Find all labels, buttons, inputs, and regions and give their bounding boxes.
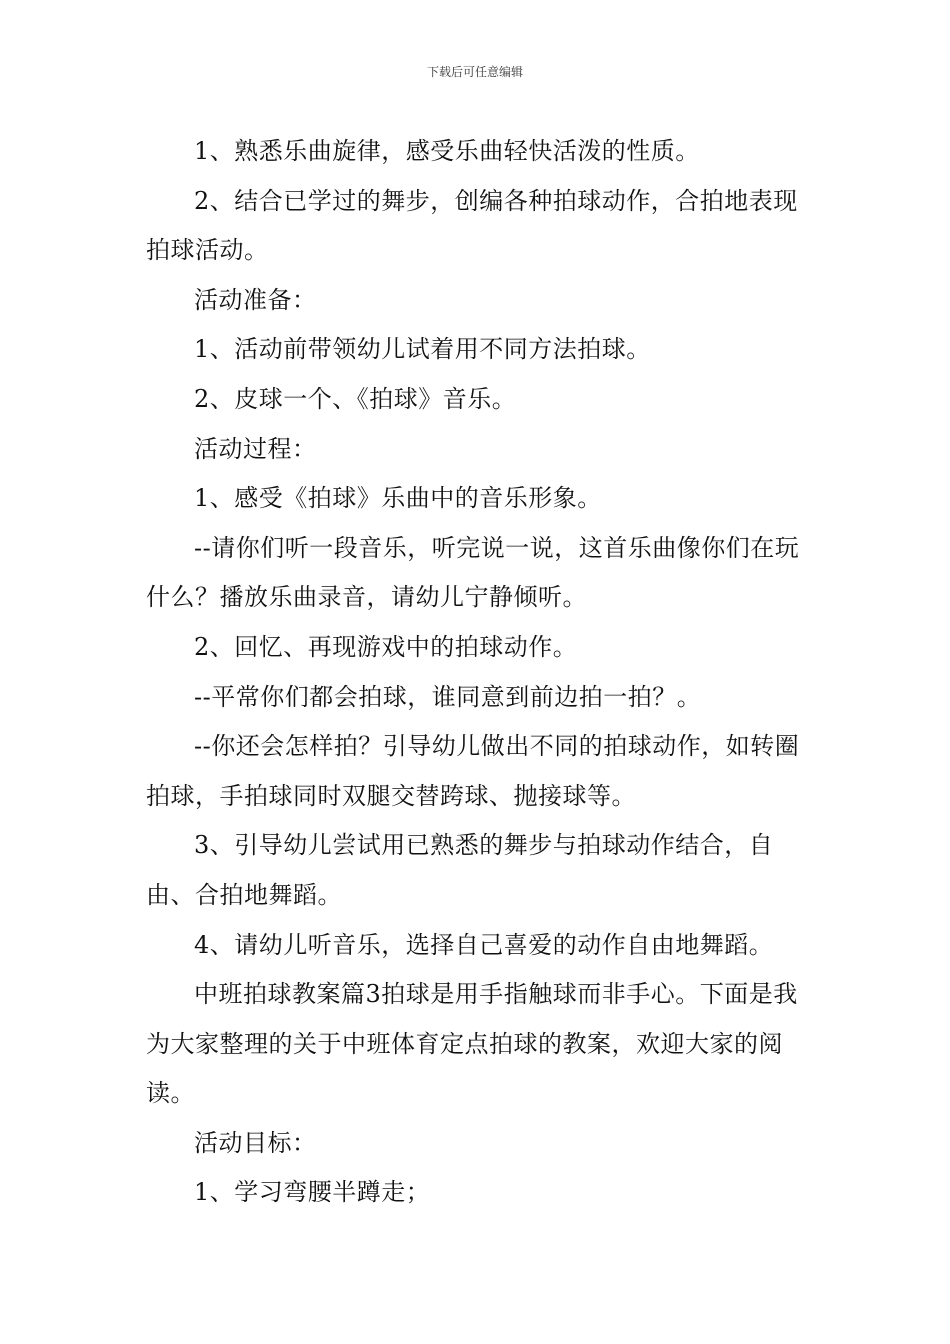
document-body bbox=[146, 127, 808, 1218]
paragraph-objective-2: 2、结合已学过的舞步，创编各种拍球动作，合拍地表现拍球活动。 bbox=[146, 186, 798, 265]
paragraph-lesson-3-intro: 中班拍球教案篇3拍球是用手指触球而非手心。下面是我为大家整理的关于中班体育定点拍球的教案，欢迎大家的阅读。 bbox=[146, 980, 798, 1108]
paragraph-process-4: 4、请幼儿听音乐，选择自己喜爱的动作自由地舞蹈。 bbox=[194, 930, 774, 959]
paragraph-process-2: 2、回忆、再现游戏中的拍球动作。 bbox=[194, 632, 578, 661]
paragraph-process-2-detail-b: --你还会怎样拍？引导幼儿做出不同的拍球动作，如转圈拍球，手拍球同时双腿交替跨球、抛接球等。 bbox=[146, 732, 800, 810]
paragraph-preparation-1: 1、活动前带领幼儿试着用不同方法拍球。 bbox=[194, 335, 651, 364]
paragraph-goal-1: 1、学习弯腰半蹲走； bbox=[194, 1178, 431, 1207]
paragraph-objective-1: 1、熟悉乐曲旋律，感受乐曲轻快活泼的性质。 bbox=[194, 137, 700, 165]
section-heading-process: 活动过程： bbox=[194, 434, 317, 463]
paragraph-process-1: 1、感受《拍球》乐曲中的音乐形象。 bbox=[194, 484, 602, 513]
paragraph-process-1-detail: --请你们听一段音乐，听完说一说，这首乐曲像你们在玩什么？播放乐曲录音，请幼儿宁静倾听。 bbox=[146, 533, 800, 612]
paragraph-process-3: 3、引导幼儿尝试用已熟悉的舞步与拍球动作结合，自由、合拍地舞蹈。 bbox=[146, 831, 774, 909]
paragraph-process-2-detail-a: --平常你们都会拍球，谁同意到前边拍一拍？。 bbox=[194, 682, 702, 711]
paragraph-preparation-2: 2、皮球一个、《拍球》音乐。 bbox=[194, 384, 517, 413]
page-header-note: 下载后可任意编辑 bbox=[426, 65, 523, 79]
section-heading-goals: 活动目标： bbox=[194, 1128, 317, 1157]
section-heading-preparation: 活动准备： bbox=[194, 285, 317, 314]
